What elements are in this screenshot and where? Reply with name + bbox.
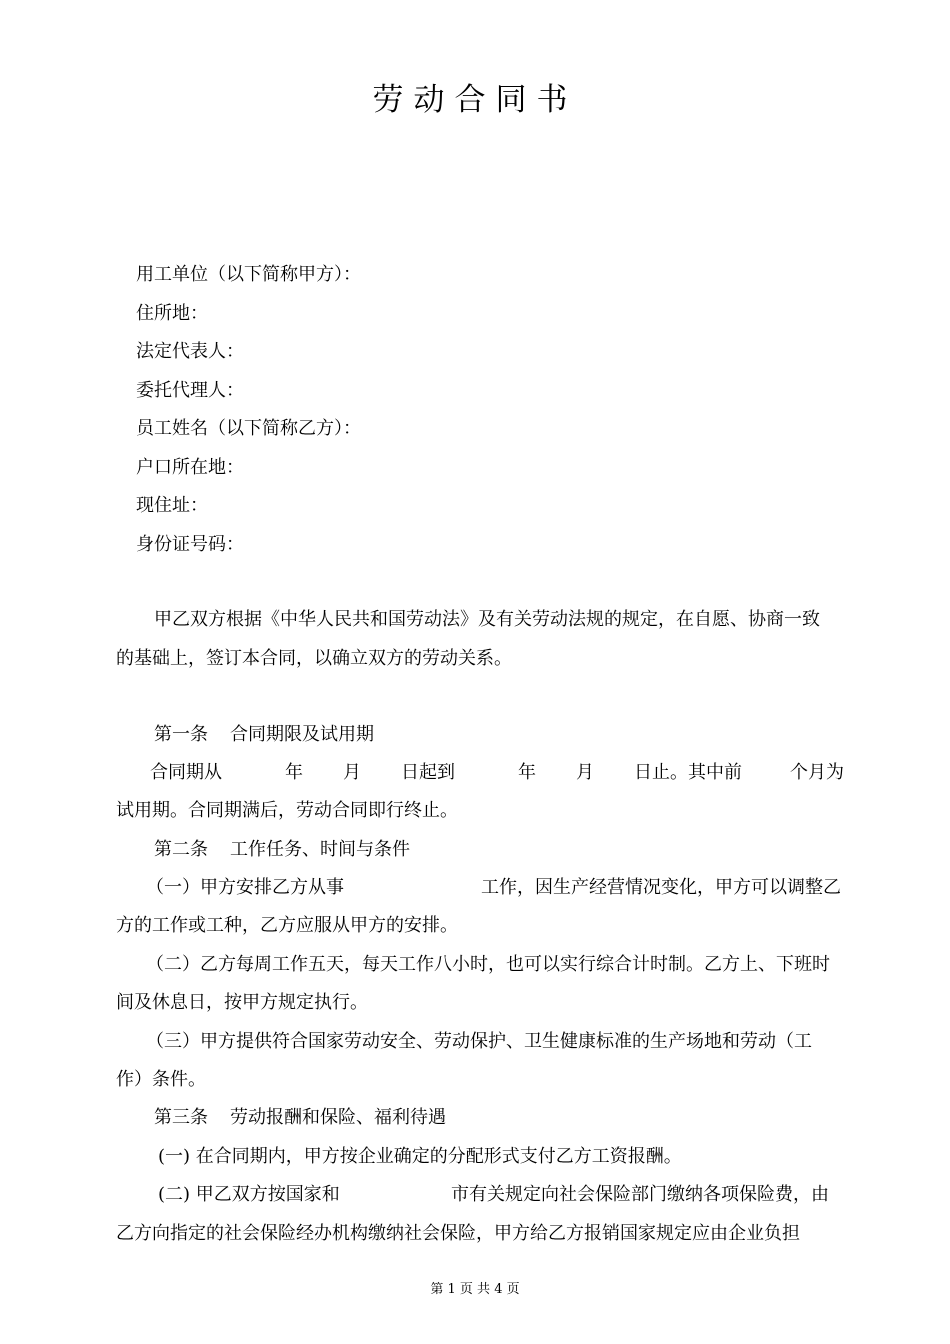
term-end-day-label: 日止。其中前 (634, 762, 742, 783)
term-end-year-label: 年 (518, 762, 536, 783)
field-current-address: 现住址： (136, 495, 208, 516)
article-2-heading (154, 836, 410, 864)
term-start-day-label: 日起到 (401, 762, 455, 783)
term-end-month-label: 月 (576, 762, 594, 783)
article-2-number: 第二条 (154, 839, 208, 860)
clause-3-2-part-b: 市有关规定向社会保险部门缴纳各项保险费，由 (451, 1184, 829, 1205)
article-3-number: 第三条 (154, 1107, 208, 1128)
term-start-year-label: 年 (285, 762, 303, 783)
article-3-heading (154, 1104, 446, 1132)
clause-2-1-part-b: 工作，因生产经营情况变化，甲方可以调整乙 (481, 877, 841, 898)
article-1-heading (154, 721, 374, 749)
clause-2-2-line-1: （二）乙方每周工作五天，每天工作八小时，也可以实行综合计时制。乙方上、下班时 (146, 954, 830, 975)
party-info-fields (136, 261, 361, 569)
article-2-title: 工作任务、时间与条件 (230, 839, 410, 860)
article-1-number: 第一条 (154, 724, 208, 745)
page-number-footer: 第 1 页 共 4 页 (430, 1282, 520, 1297)
clause-2-1-part-a: （一）甲方安排乙方从事 (146, 877, 344, 898)
article-1-line-2: 试用期。合同期满后，劳动合同即行终止。 (116, 800, 458, 821)
term-from-label: 合同期从 (150, 762, 222, 783)
clause-2-1-line-2: 方的工作或工种，乙方应服从甲方的安排。 (116, 915, 458, 936)
field-employer: 用工单位（以下简称甲方）： (136, 264, 361, 285)
document-title: 劳动合同书 (372, 82, 578, 118)
article-1-title: 合同期限及试用期 (230, 724, 374, 745)
term-start-month-label: 月 (343, 762, 361, 783)
clause-3-2-part-a: (二) 甲乙双方按国家和 (158, 1184, 340, 1205)
clause-2-3-line-1: （三）甲方提供符合国家劳动安全、劳动保护、卫生健康标准的生产场地和劳动（工 (146, 1031, 812, 1052)
article-1-term-row (0, 759, 950, 787)
field-address: 住所地： (136, 302, 208, 324)
article-3-title: 劳动报酬和保险、福利待遇 (230, 1107, 446, 1128)
clause-3-1: (一) 在合同期内，甲方按企业确定的分配形式支付乙方工资报酬。 (158, 1146, 682, 1167)
clause-3-2-line-2: 乙方向指定的社会保险经办机构缴纳社会保险，甲方给乙方报销国家规定应由企业负担 (116, 1223, 800, 1244)
clause-2-3-line-2: 作）条件。 (116, 1069, 206, 1090)
article-3-clause-2-row (0, 1181, 950, 1209)
probation-months-label: 个月为 (790, 762, 844, 783)
field-authorized-agent: 委托代理人： (136, 379, 244, 401)
article-2-clause-1-row (0, 874, 950, 902)
intro-line-1: 甲乙双方根据《中华人民共和国劳动法》及有关劳动法规的规定，在自愿、协商一致 (154, 609, 820, 630)
field-household-registration: 户口所在地： (136, 456, 244, 478)
intro-line-2: 的基础上，签订本合同，以确立双方的劳动关系。 (116, 648, 512, 669)
field-id-number: 身份证号码： (136, 533, 244, 555)
clause-2-2-line-2: 间及休息日，按甲方规定执行。 (116, 992, 368, 1013)
field-legal-representative: 法定代表人： (136, 341, 244, 362)
field-employee-name: 员工姓名（以下简称乙方）： (136, 418, 361, 439)
